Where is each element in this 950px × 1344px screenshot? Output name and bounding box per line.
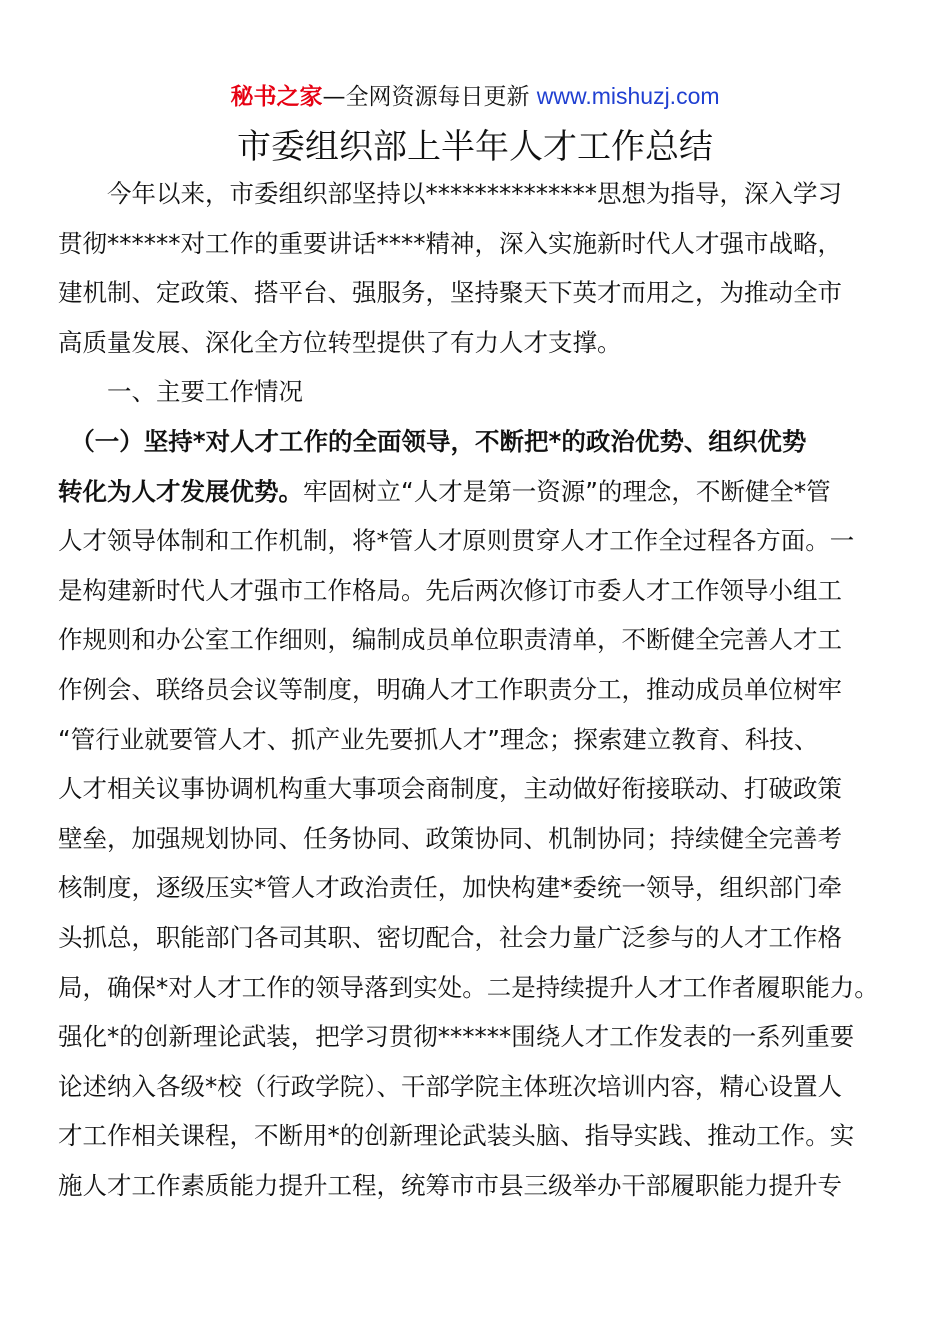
body-line	[58, 665, 908, 715]
line-text: 论述纳入各级*校（行政学院）、干部学院主体班次培训内容，精心设置人	[58, 1071, 842, 1101]
document-title: 市委组织部上半年人才工作总结	[237, 127, 713, 167]
body-line	[58, 566, 908, 616]
document-body	[58, 169, 908, 1210]
line-text: 作规则和办公室工作细则，编制成员单位职责清单，不断健全完善人才工	[58, 625, 842, 655]
body-line	[58, 1111, 908, 1161]
line-text: 核制度，逐级压实*管人才政治责任，加快构建*委统一领导，组织部门牵	[58, 873, 842, 903]
line-text: 强化*的创新理论武装，把学习贯彻******围绕人才工作发表的一系列重要	[58, 1022, 855, 1052]
line-bold-text: （一）坚持*对人才工作的全面领导，不断把*的政治优势、组织优势	[58, 426, 807, 456]
line-text: 建机制、定政策、搭平台、强服务，坚持聚天下英才而用之，为推动全市	[58, 278, 842, 308]
body-line	[58, 169, 908, 219]
body-line	[58, 764, 908, 814]
line-text: 施人才工作素质能力提升工程，统筹市市县三级举办干部履职能力提升专	[58, 1170, 842, 1200]
line-text: 头抓总，职能部门各司其职、密切配合，社会力量广泛参与的人才工作格	[58, 922, 842, 952]
line-text: 一、主要工作情况	[58, 377, 303, 407]
site-url-link[interactable]: www.mishuzj.com	[536, 83, 720, 109]
line-text: 作例会、联络员会议等制度，明确人才工作职责分工，推动成员单位树牢	[58, 674, 842, 704]
line-text: 高质量发展、深化全方位转型提供了有力人才支撑。	[58, 327, 622, 357]
body-line	[58, 715, 908, 765]
header-slogan: —全网资源每日更新	[322, 84, 537, 110]
line-text: 人才相关议事协调机构重大事项会商制度，主动做好衔接联动、打破政策	[58, 774, 842, 804]
body-line	[58, 1062, 908, 1112]
body-line	[58, 318, 908, 368]
line-text: 人才领导体制和工作机制，将*管人才原则贯穿人才工作全过程各方面。一	[58, 526, 855, 556]
body-line	[58, 814, 908, 864]
line-text: 贯彻******对工作的重要讲话****精神，深入实施新时代人才强市战略，	[58, 228, 842, 258]
brand-name: 秘书之家	[230, 84, 323, 110]
body-line	[58, 1012, 908, 1062]
body-line	[58, 863, 908, 913]
subsection-heading	[58, 417, 908, 467]
body-line	[58, 516, 908, 566]
line-bold-text: 转化为人才发展优势。	[58, 476, 303, 506]
body-line	[58, 467, 908, 517]
line-text: 才工作相关课程，不断用*的创新理论武装头脑、指导实践、推动工作。实	[58, 1121, 855, 1151]
section-heading	[58, 367, 908, 417]
body-line	[58, 615, 908, 665]
line-text: “管行业就要管人才、抓产业先要抓人才”理念；探索建立教育、科技、	[58, 724, 819, 754]
body-line	[58, 1161, 908, 1211]
site-header	[0, 80, 950, 113]
body-line	[58, 219, 908, 269]
line-text: 是构建新时代人才强市工作格局。先后两次修订市委人才工作领导小组工	[58, 575, 842, 605]
body-line	[58, 268, 908, 318]
line-text: 牢固树立“人才是第一资源”的理念，不断健全*管	[303, 476, 831, 506]
line-text: 今年以来，市委组织部坚持以**************思想为指导，深入学习	[58, 179, 842, 208]
body-line	[58, 963, 908, 1013]
body-line	[58, 913, 908, 963]
line-text: 壁垒，加强规划协同、任务协同、政策协同、机制协同；持续健全完善考	[58, 823, 842, 853]
line-text: 局，确保*对人才工作的领导落到实处。二是持续提升人才工作者履职能力。	[58, 972, 879, 1002]
